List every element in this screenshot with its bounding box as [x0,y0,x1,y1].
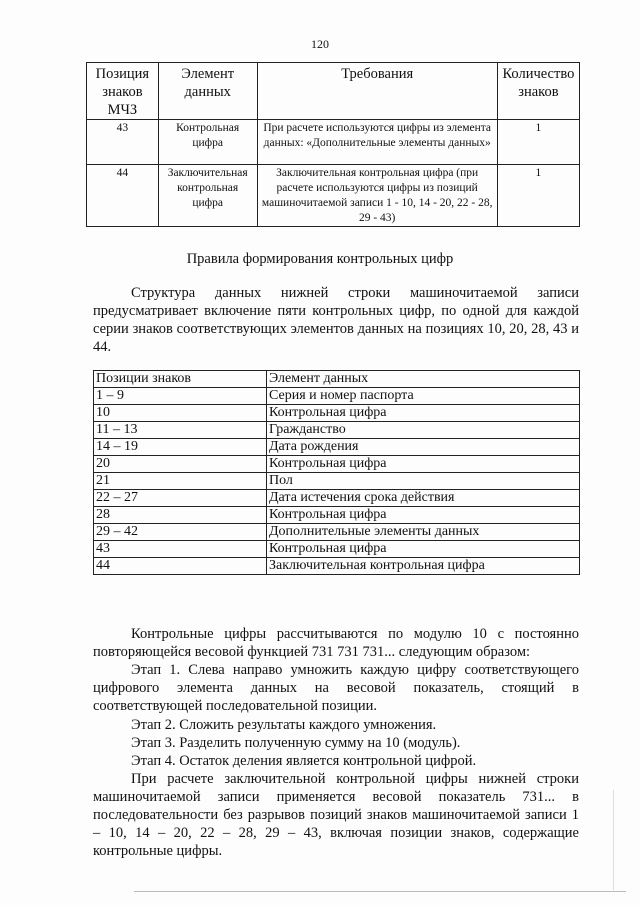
section-heading: Правила формирования контрольных цифр [186,251,454,267]
cell-element: Дата рождения [267,439,580,456]
header-count: Количество знаков [497,63,579,120]
cell-requirements: При расчете используются цифры из элемента данных: «Дополнительные элементы данных» [257,120,497,165]
table-header-row [94,371,580,388]
table-row [94,507,580,524]
paragraph-modulo: Контрольные цифры рассчитываются по модулю 10 с постоянно повторяющейся весовой функцией 731 731 731... следующим образом: [93,626,579,660]
table-row [94,473,580,490]
step-3: Этап 3. Разделить полученную сумму на 10 (модуль). [131,735,461,751]
table-row [94,388,580,405]
cell-positions: 43 [94,541,267,558]
cell-element: Серия и номер паспорта [267,388,580,405]
cell-element: Гражданство [267,422,580,439]
cell-count: 1 [497,165,579,227]
cell-positions: 29 – 42 [94,524,267,541]
cell-positions: 20 [94,456,267,473]
mrz-positions-table [93,370,580,575]
cell-positions: 21 [94,473,267,490]
step-1: Этап 1. Слева направо умножить каждую цифру соответствующего цифрового элемента данных на весовой показатель, стоящий в соответствующей последовательной позиции. [93,662,579,714]
scan-edge-line [613,790,614,890]
cell-positions: 14 – 19 [94,439,267,456]
paragraph-final: При расчете заключительной контрольной цифры нижней строки машиночитаемой записи применяется весовой показатель 731... в последовательности без разрывов позиций знаков машиночитаемой записи 1 – 10, 14 – 20, 22 – 28, 29 – 43, включая позиции знаков, содержащие контрольные цифры. [93,771,579,859]
cell-element: Контрольная цифра [267,405,580,422]
step-2: Этап 2. Сложить результаты каждого умножения. [131,717,437,733]
table-row [94,541,580,558]
table-row [94,422,580,439]
cell-element: Заключительная контрольная цифра [158,165,257,227]
table-header-row [87,63,580,120]
cell-element: Дата истечения срока действия [267,490,580,507]
cell-element: Контрольная цифра [158,120,257,165]
page-number: 120 [311,37,329,51]
cell-element: Контрольная цифра [267,507,580,524]
header-requirements: Требования [257,63,497,120]
cell-element: Контрольная цифра [267,541,580,558]
cell-position: 44 [87,165,159,227]
cell-positions: 11 – 13 [94,422,267,439]
bottom-divider [134,891,626,892]
header-position: Позиция знаков МЧЗ [87,63,159,120]
table-row [94,558,580,575]
cell-element: Дополнительные элементы данных [267,524,580,541]
cell-element: Заключительная контрольная цифра [267,558,580,575]
cell-positions: 22 – 27 [94,490,267,507]
table-row [94,456,580,473]
table-row [87,120,580,165]
table-row [87,165,580,227]
cell-positions: 44 [94,558,267,575]
table-row [94,439,580,456]
table-row [94,524,580,541]
paragraph-structure: Структура данных нижней строки машиночитаемой записи предусматривает включение пяти контрольных цифр, по одной для каждой серии знаков соответствующих элементов данных на позициях 10, 20, 28, 43 и 44. [93,285,579,355]
header-positions: Позиции знаков [94,371,267,388]
cell-positions: 1 – 9 [94,388,267,405]
cell-count: 1 [497,120,579,165]
header-element: Элемент данных [267,371,580,388]
cell-element: Пол [267,473,580,490]
mrz-requirements-table [86,62,580,227]
step-4: Этап 4. Остаток деления является контрольной цифрой. [131,753,477,769]
cell-positions: 28 [94,507,267,524]
cell-element: Контрольная цифра [267,456,580,473]
cell-position: 43 [87,120,159,165]
header-element: Элемент данных [158,63,257,120]
cell-positions: 10 [94,405,267,422]
table-row [94,490,580,507]
cell-requirements: Заключительная контрольная цифра (при расчете используются цифры из позиций машиночитаемой записи 1 - 10, 14 - 20, 22 - 28, 29 - 43) [257,165,497,227]
table-row [94,405,580,422]
